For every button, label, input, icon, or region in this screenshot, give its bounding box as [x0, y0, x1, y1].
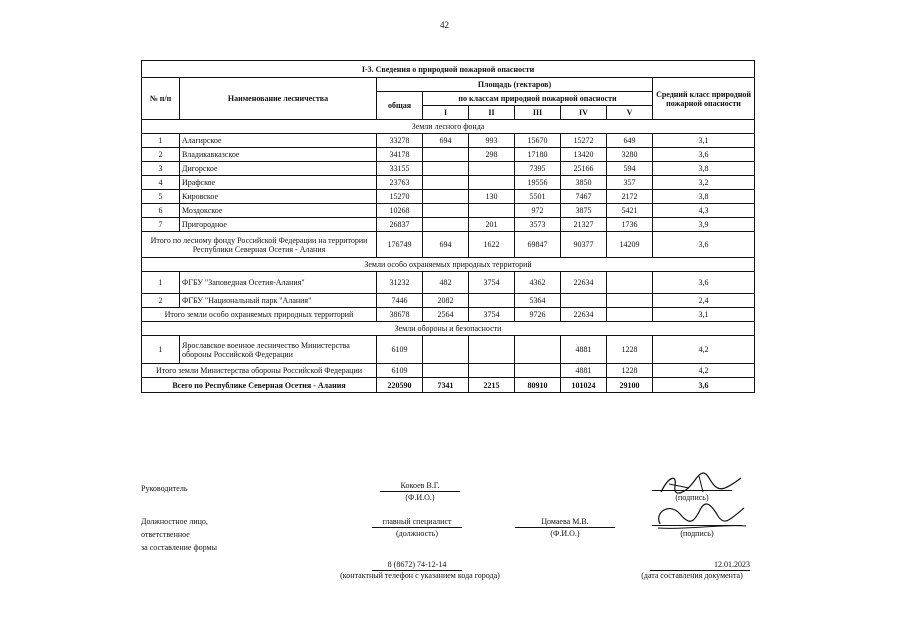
total-c2: 1622 — [469, 232, 515, 258]
cell-c4 — [561, 294, 607, 308]
cell-c2: 130 — [469, 190, 515, 204]
cell-avg: 3,8 — [653, 162, 755, 176]
total-c3: 69847 — [515, 232, 561, 258]
grand-c4: 101024 — [561, 378, 607, 393]
cell-c4: 15272 — [561, 134, 607, 148]
header-class-2: II — [469, 106, 515, 120]
cell-c2: 201 — [469, 218, 515, 232]
total-row — [142, 232, 755, 258]
total-row — [142, 308, 755, 322]
header-total: общая — [377, 92, 423, 120]
phone-caption: (контактный телефон с указанием кода города) — [340, 571, 500, 580]
cell-c3: 5501 — [515, 190, 561, 204]
cell-c4: 25166 — [561, 162, 607, 176]
official-position: главный специалист — [372, 516, 462, 528]
cell-c3 — [515, 336, 561, 364]
forestry-name: ФГБУ "Национальный парк "Алания" — [180, 294, 377, 308]
table-row — [142, 204, 755, 218]
cell-avg: 3,8 — [653, 190, 755, 204]
forestry-name: Дигорское — [180, 162, 377, 176]
cell-total: 23763 — [377, 176, 423, 190]
table-row — [142, 272, 755, 294]
section-header — [142, 322, 755, 336]
cell-c5: 3280 — [607, 148, 653, 162]
cell-total: 33278 — [377, 134, 423, 148]
cell-avg: 3,6 — [653, 272, 755, 294]
cell-c2: 993 — [469, 134, 515, 148]
cell-c4: 7467 — [561, 190, 607, 204]
cell-c3: 3573 — [515, 218, 561, 232]
cell-c5: 649 — [607, 134, 653, 148]
forestry-name: Алагирское — [180, 134, 377, 148]
cell-c5: 5421 — [607, 204, 653, 218]
total-row — [142, 364, 755, 378]
table-row — [142, 162, 755, 176]
head-name: Кокоев В.Г. — [380, 480, 460, 492]
cell-c2: 298 — [469, 148, 515, 162]
cell-c5 — [607, 294, 653, 308]
official-name: Цомаева М.В. — [515, 516, 615, 528]
forestry-name: ФГБУ "Заповедная Осетия-Алания" — [180, 272, 377, 294]
row-number: 4 — [142, 176, 180, 190]
section-title: Земли обороны и безопасности — [142, 322, 755, 336]
cell-c4: 22634 — [561, 272, 607, 294]
cell-total: 31232 — [377, 272, 423, 294]
page-number: 42 — [440, 20, 449, 30]
cell-c5: 357 — [607, 176, 653, 190]
head-signature — [655, 472, 745, 498]
cell-c4: 13420 — [561, 148, 607, 162]
head-sign-caption: (подпись) — [675, 493, 709, 502]
cell-c3: 4362 — [515, 272, 561, 294]
header-class-5: V — [607, 106, 653, 120]
head-fio-caption: (Ф.И.О.) — [405, 493, 435, 502]
total-c1: 2564 — [423, 308, 469, 322]
total-c5: 1228 — [607, 364, 653, 378]
official-label-1: Должностное лицо, — [141, 517, 208, 526]
cell-c1: 482 — [423, 272, 469, 294]
total-c4: 90377 — [561, 232, 607, 258]
table-row — [142, 148, 755, 162]
grand-total-label: Всего по Республике Северная Осетия - Алания — [142, 378, 377, 393]
official-signature — [650, 500, 750, 534]
head-label: Руководитель — [141, 484, 188, 493]
header-num: № п/п — [142, 78, 180, 120]
official-label-3: за составление формы — [141, 543, 217, 552]
cell-c5: 1736 — [607, 218, 653, 232]
cell-avg: 3,2 — [653, 176, 755, 190]
table-row — [142, 294, 755, 308]
table-row — [142, 336, 755, 364]
header-area: Площадь (гектаров) — [377, 78, 653, 92]
cell-c1: 694 — [423, 134, 469, 148]
cell-total: 7446 — [377, 294, 423, 308]
cell-c4: 3875 — [561, 204, 607, 218]
cell-total: 34178 — [377, 148, 423, 162]
cell-c1 — [423, 336, 469, 364]
forestry-name: Ярославское военное лесничество Министерства обороны Российской Федерации — [180, 336, 377, 364]
total-c3 — [515, 364, 561, 378]
cell-c5: 594 — [607, 162, 653, 176]
date: 12.01.2023 — [650, 559, 750, 571]
cell-avg: 2,4 — [653, 294, 755, 308]
cell-total: 33155 — [377, 162, 423, 176]
row-number: 1 — [142, 272, 180, 294]
table-row — [142, 176, 755, 190]
total-row-label: Итого земли особо охраняемых природных территорий — [142, 308, 377, 322]
cell-avg: 4,3 — [653, 204, 755, 218]
phone: 8 (8672) 74-12-14 — [372, 559, 462, 571]
total-c2: 3754 — [469, 308, 515, 322]
total-c3: 9726 — [515, 308, 561, 322]
cell-c2 — [469, 294, 515, 308]
official-fio-caption: (Ф.И.О.) — [550, 529, 580, 538]
cell-total: 26837 — [377, 218, 423, 232]
cell-c3: 17180 — [515, 148, 561, 162]
cell-c1 — [423, 148, 469, 162]
official-label-2: ответственное — [141, 530, 190, 539]
total-total: 176749 — [377, 232, 423, 258]
total-row-label: Итого по лесному фонду Российской Федерации на территории Республики Северная Осетия - Алания — [142, 232, 377, 258]
total-c4: 22634 — [561, 308, 607, 322]
forestry-name: Пригородное — [180, 218, 377, 232]
row-number: 6 — [142, 204, 180, 218]
table-row — [142, 134, 755, 148]
cell-c5: 1228 — [607, 336, 653, 364]
cell-total: 10268 — [377, 204, 423, 218]
total-avg: 3,1 — [653, 308, 755, 322]
total-c1: 694 — [423, 232, 469, 258]
table-row — [142, 218, 755, 232]
cell-c4: 4881 — [561, 336, 607, 364]
grand-total-row — [142, 378, 755, 393]
cell-c4: 3850 — [561, 176, 607, 190]
total-total: 6109 — [377, 364, 423, 378]
cell-c1 — [423, 162, 469, 176]
cell-c3: 5364 — [515, 294, 561, 308]
row-number: 2 — [142, 294, 180, 308]
fire-danger-table — [141, 60, 755, 393]
cell-c3: 15670 — [515, 134, 561, 148]
row-number: 1 — [142, 336, 180, 364]
cell-c1 — [423, 218, 469, 232]
grand-total: 220590 — [377, 378, 423, 393]
total-c4: 4881 — [561, 364, 607, 378]
total-c2 — [469, 364, 515, 378]
cell-c2 — [469, 176, 515, 190]
total-avg: 3,6 — [653, 232, 755, 258]
cell-c3: 7395 — [515, 162, 561, 176]
section-header — [142, 258, 755, 272]
header-avg: Средний класс природной пожарной опасности — [653, 78, 755, 120]
official-sign-caption: (подпись) — [680, 529, 714, 538]
cell-c2 — [469, 162, 515, 176]
cell-c1 — [423, 176, 469, 190]
cell-total: 6109 — [377, 336, 423, 364]
cell-c3: 972 — [515, 204, 561, 218]
forestry-name: Кировское — [180, 190, 377, 204]
row-number: 3 — [142, 162, 180, 176]
forestry-name: Владикавказское — [180, 148, 377, 162]
cell-c5: 2172 — [607, 190, 653, 204]
section-header — [142, 120, 755, 134]
table-title: I-3. Сведения о природной пожарной опасности — [142, 61, 755, 78]
row-number: 1 — [142, 134, 180, 148]
total-row-label: Итого земли Министерства обороны Российской Федерации — [142, 364, 377, 378]
cell-c2 — [469, 204, 515, 218]
cell-avg: 3,9 — [653, 218, 755, 232]
forestry-name: Моздокское — [180, 204, 377, 218]
table-row — [142, 190, 755, 204]
cell-total: 15270 — [377, 190, 423, 204]
row-number: 2 — [142, 148, 180, 162]
cell-c3: 19556 — [515, 176, 561, 190]
grand-c5: 29100 — [607, 378, 653, 393]
header-class-1: I — [423, 106, 469, 120]
cell-c1 — [423, 190, 469, 204]
total-avg: 4,2 — [653, 364, 755, 378]
cell-c4: 21327 — [561, 218, 607, 232]
official-position-caption: (должность) — [396, 529, 438, 538]
cell-c1 — [423, 204, 469, 218]
cell-c1: 2082 — [423, 294, 469, 308]
cell-c2: 3754 — [469, 272, 515, 294]
header-by-class: по классам природной пожарной опасности — [423, 92, 653, 106]
grand-avg: 3,6 — [653, 378, 755, 393]
section-title: Земли лесного фонда — [142, 120, 755, 134]
total-c5 — [607, 308, 653, 322]
grand-c2: 2215 — [469, 378, 515, 393]
total-c5: 14209 — [607, 232, 653, 258]
row-number: 5 — [142, 190, 180, 204]
section-title: Земли особо охраняемых природных территорий — [142, 258, 755, 272]
row-number: 7 — [142, 218, 180, 232]
total-c1 — [423, 364, 469, 378]
header-class-4: IV — [561, 106, 607, 120]
forestry-name: Ирафское — [180, 176, 377, 190]
date-caption: (дата составления документа) — [641, 571, 743, 580]
grand-c3: 80910 — [515, 378, 561, 393]
grand-c1: 7341 — [423, 378, 469, 393]
header-name: Наименование лесничества — [180, 78, 377, 120]
cell-avg: 4,2 — [653, 336, 755, 364]
cell-c5 — [607, 272, 653, 294]
cell-avg: 3,6 — [653, 148, 755, 162]
cell-c2 — [469, 336, 515, 364]
header-class-3: III — [515, 106, 561, 120]
cell-avg: 3,1 — [653, 134, 755, 148]
total-total: 38678 — [377, 308, 423, 322]
